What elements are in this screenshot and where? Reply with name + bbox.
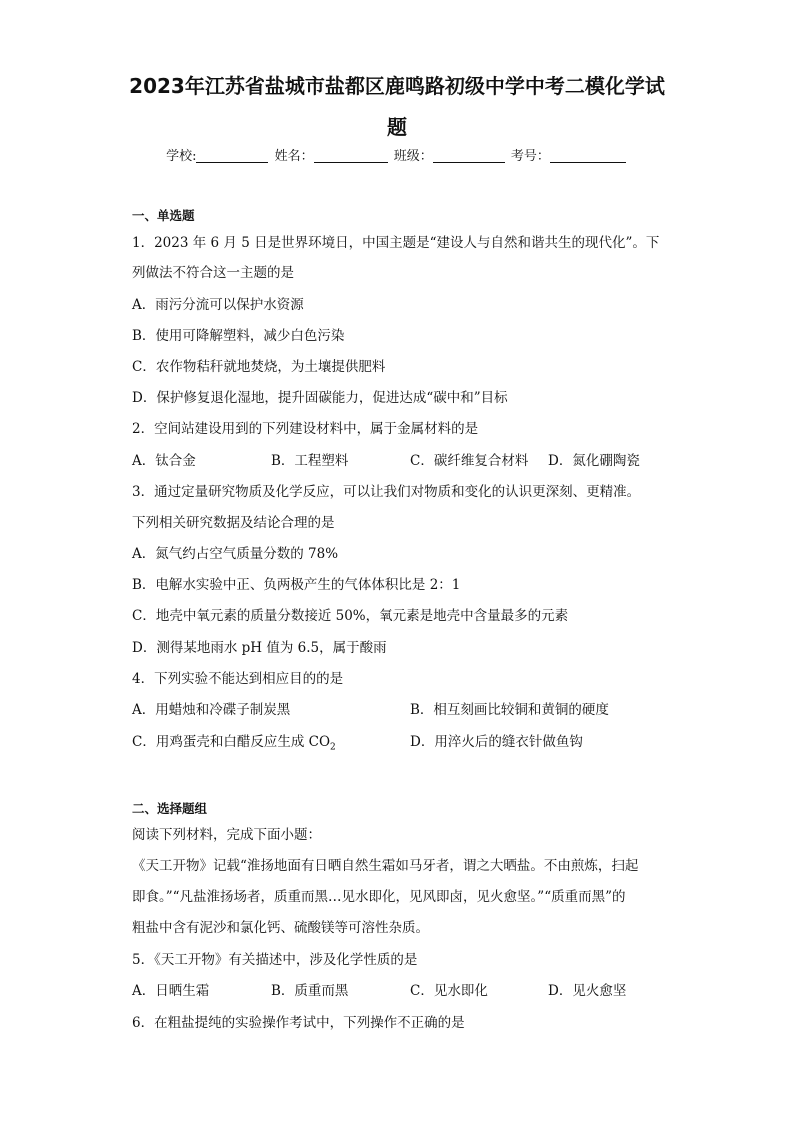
q1-stem-line2: 列做法不符合这一主题的是 (132, 265, 294, 281)
material-line2: 即食。”“凡盐淮扬场者，质重而黑…见水即化，见风即卤，见火愈坚。”“质重而黑”的 (132, 889, 626, 905)
q1-option-a: A．雨污分流可以保护水资源 (132, 297, 304, 313)
q5-option-a: A．日晒生霜 (132, 983, 210, 999)
material-line1: 《天工开物》记载“淮扬地面有日晒自然生霜如马牙者，谓之大晒盐。不由煎炼，扫起 (132, 858, 639, 874)
q2-option-a: A．钛合金 (132, 453, 196, 469)
exam-no-blank (550, 148, 626, 163)
q1-stem-line1: 1．2023 年 6 月 5 日是世界环境日，中国主题是“建设人与自然和谐共生的现代化”。下 (132, 235, 660, 251)
student-info-row (0, 145, 794, 164)
q2-option-c: C．碳纤维复合材料 (410, 453, 529, 469)
q3-option-d: D．测得某地雨水 pH 值为 6.5，属于酸雨 (132, 640, 387, 656)
section-heading-single-choice: 一、单选题 (132, 208, 195, 223)
q3-option-a: A．氮气约占空气质量分数的 78% (132, 546, 339, 562)
q5-option-b: B．质重而黑 (271, 983, 349, 999)
q4-option-c (132, 733, 336, 757)
q4-option-d: D．用淬火后的缝衣针做鱼钩 (410, 734, 583, 750)
section-heading-question-group: 二、选择题组 (132, 801, 208, 816)
q1-option-b: B．使用可降解塑料，减少白色污染 (132, 328, 345, 344)
q5-option-d: D．见火愈坚 (548, 983, 627, 999)
name-label: 姓名： (274, 149, 314, 164)
q3-stem-line1: 3．通过定量研究物质及化学反应，可以让我们对物质和变化的认识更深刻、更精准。 (132, 484, 641, 500)
q4-stem: 4．下列实验不能达到相应目的的是 (132, 671, 344, 687)
q3-stem-line2: 下列相关研究数据及结论合理的是 (132, 515, 335, 531)
q6-stem: 6．在粗盐提纯的实验操作考试中，下列操作不正确的是 (132, 1015, 465, 1031)
school-blank (196, 148, 268, 163)
q2-stem: 2．空间站建设用到的下列建设材料中，属于金属材料的是 (132, 421, 479, 437)
class-label: 班级： (393, 149, 433, 164)
q4-option-b: B．相互刻画比较铜和黄铜的硬度 (410, 702, 609, 718)
q4-option-c-text: C．用鸡蛋壳和白醋反应生成 CO (132, 734, 331, 750)
q1-option-d: D．保护修复退化湿地，提升固碳能力，促进达成“碳中和”目标 (132, 390, 508, 406)
reading-intro: 阅读下列材料，完成下面小题： (132, 827, 321, 843)
q5-option-c: C．见水即化 (410, 983, 488, 999)
q4-option-c-subscript: 2 (330, 742, 336, 753)
name-blank (314, 148, 388, 163)
page-title-line2: 题 (387, 115, 407, 139)
page-title-line1: 2023年江苏省盐城市盐都区鹿鸣路初级中学中考二模化学试 (129, 74, 665, 98)
q4-option-a: A．用蜡烛和冷碟子制炭黑 (132, 702, 291, 718)
exam-no-label: 考号： (510, 149, 550, 164)
q3-option-b: B．电解水实验中正、负两极产生的气体体积比是 2：1 (132, 577, 461, 593)
q1-option-c: C．农作物秸秆就地焚烧，为土壤提供肥料 (132, 359, 386, 375)
q2-option-b: B．工程塑料 (271, 453, 349, 469)
class-blank (433, 148, 505, 163)
q5-stem: 5．《天工开物》有关描述中，涉及化学性质的是 (132, 952, 418, 968)
school-label: 学校: (166, 149, 197, 164)
material-line3: 粗盐中含有泥沙和氯化钙、硫酸镁等可溶性杂质。 (132, 920, 429, 936)
q2-option-d: D．氮化硼陶瓷 (548, 453, 640, 469)
q3-option-c: C．地壳中氧元素的质量分数接近 50%，氧元素是地壳中含量最多的元素 (132, 608, 569, 624)
